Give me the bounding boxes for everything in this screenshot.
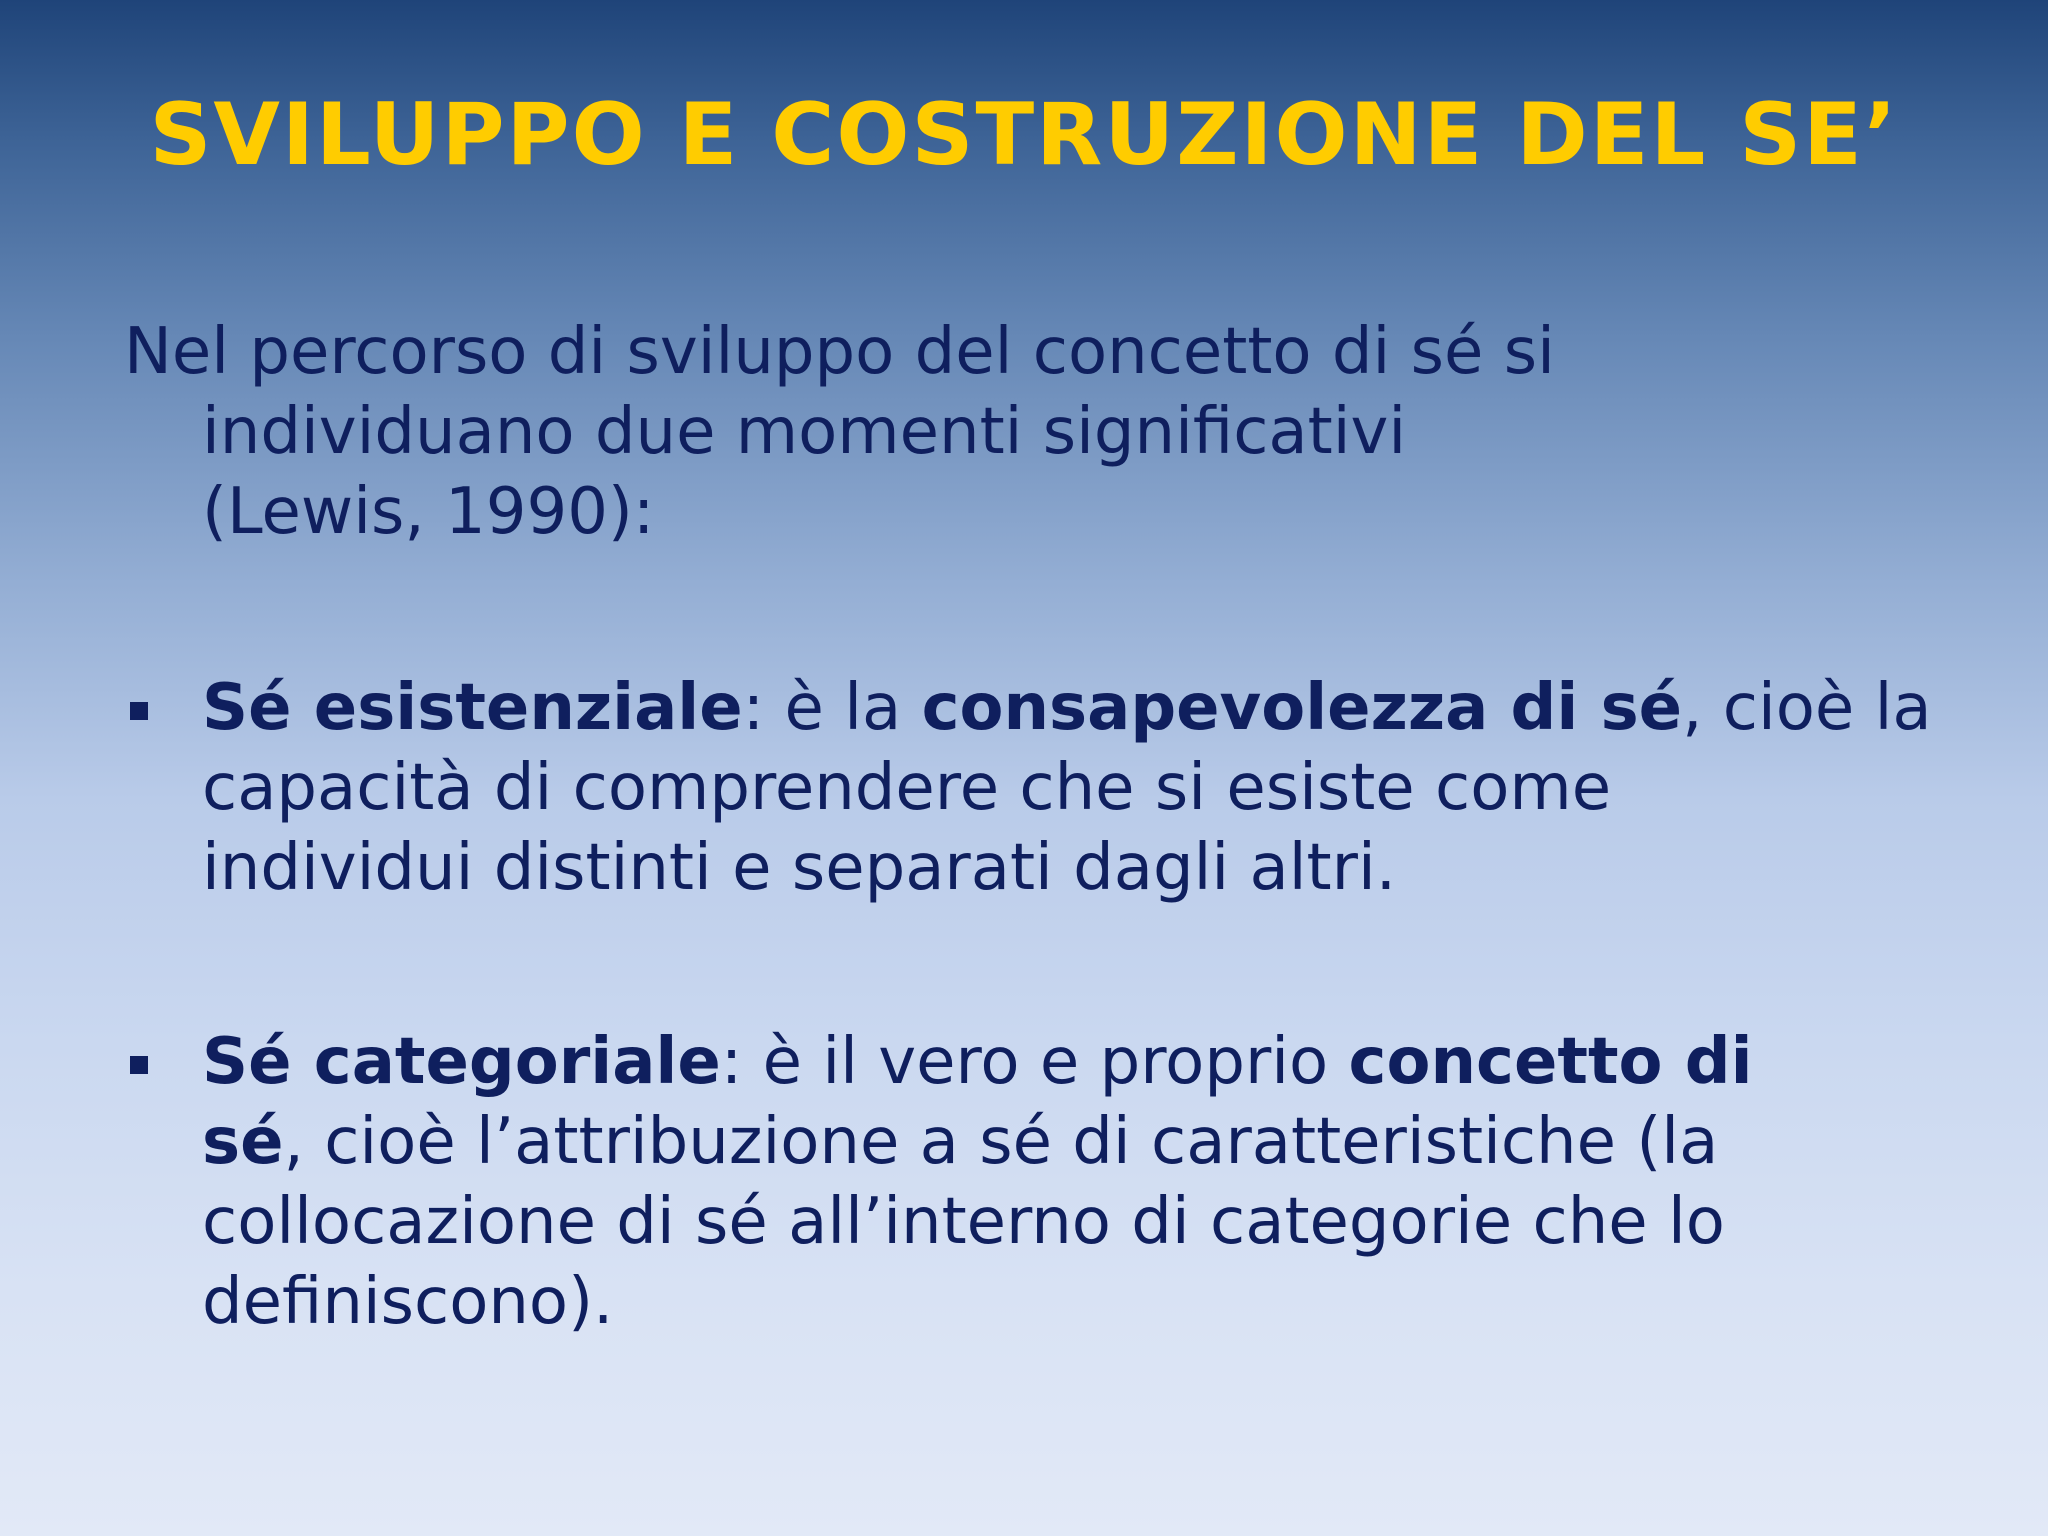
intro-line-2: individuano due momenti significativi xyxy=(202,395,1407,469)
bullet-line: collocazione di sé all’interno di categorie che lo xyxy=(202,1185,1725,1259)
intro-line-1: Nel percorso di sviluppo del concetto di sé si xyxy=(124,315,1555,389)
bullet-term: Sé categoriale xyxy=(202,1025,721,1099)
square-bullet-icon xyxy=(130,1056,148,1074)
bullet-text xyxy=(124,668,1932,908)
bullet-connector: : è il vero e proprio xyxy=(720,1025,1349,1099)
bullet-line xyxy=(202,1102,1924,1182)
bullet-line-tail: , cioè la xyxy=(1682,671,1932,745)
square-bullet-icon xyxy=(130,702,148,720)
bullet-emphasis: sé xyxy=(202,1105,284,1179)
bullet-line: individui distinti e separati dagli altri. xyxy=(202,831,1397,905)
bullet-se-categoriale xyxy=(124,1022,1924,1342)
bullet-connector: : è la xyxy=(742,671,922,745)
intro-paragraph xyxy=(124,312,1944,552)
bullet-line: definiscono). xyxy=(202,1265,614,1339)
bullet-line: capacità di comprendere che si esiste come xyxy=(202,751,1612,825)
bullet-line-tail: , cioè l’attribuzione a sé di caratteristiche (la xyxy=(283,1105,1719,1179)
intro-line-3: (Lewis, 1990): xyxy=(202,475,655,549)
bullet-text xyxy=(124,1022,1924,1342)
bullet-term: Sé esistenziale xyxy=(202,671,743,745)
bullet-emphasis: consapevolezza di sé xyxy=(921,671,1683,745)
bullet-line xyxy=(202,1022,1924,1102)
slide-title: SVILUPPO E COSTRUZIONE DEL SE’ xyxy=(149,85,1899,185)
bullet-emphasis: concetto di xyxy=(1348,1025,1753,1099)
bullet-se-esistenziale xyxy=(124,668,1932,908)
bullet-line xyxy=(202,668,1932,748)
